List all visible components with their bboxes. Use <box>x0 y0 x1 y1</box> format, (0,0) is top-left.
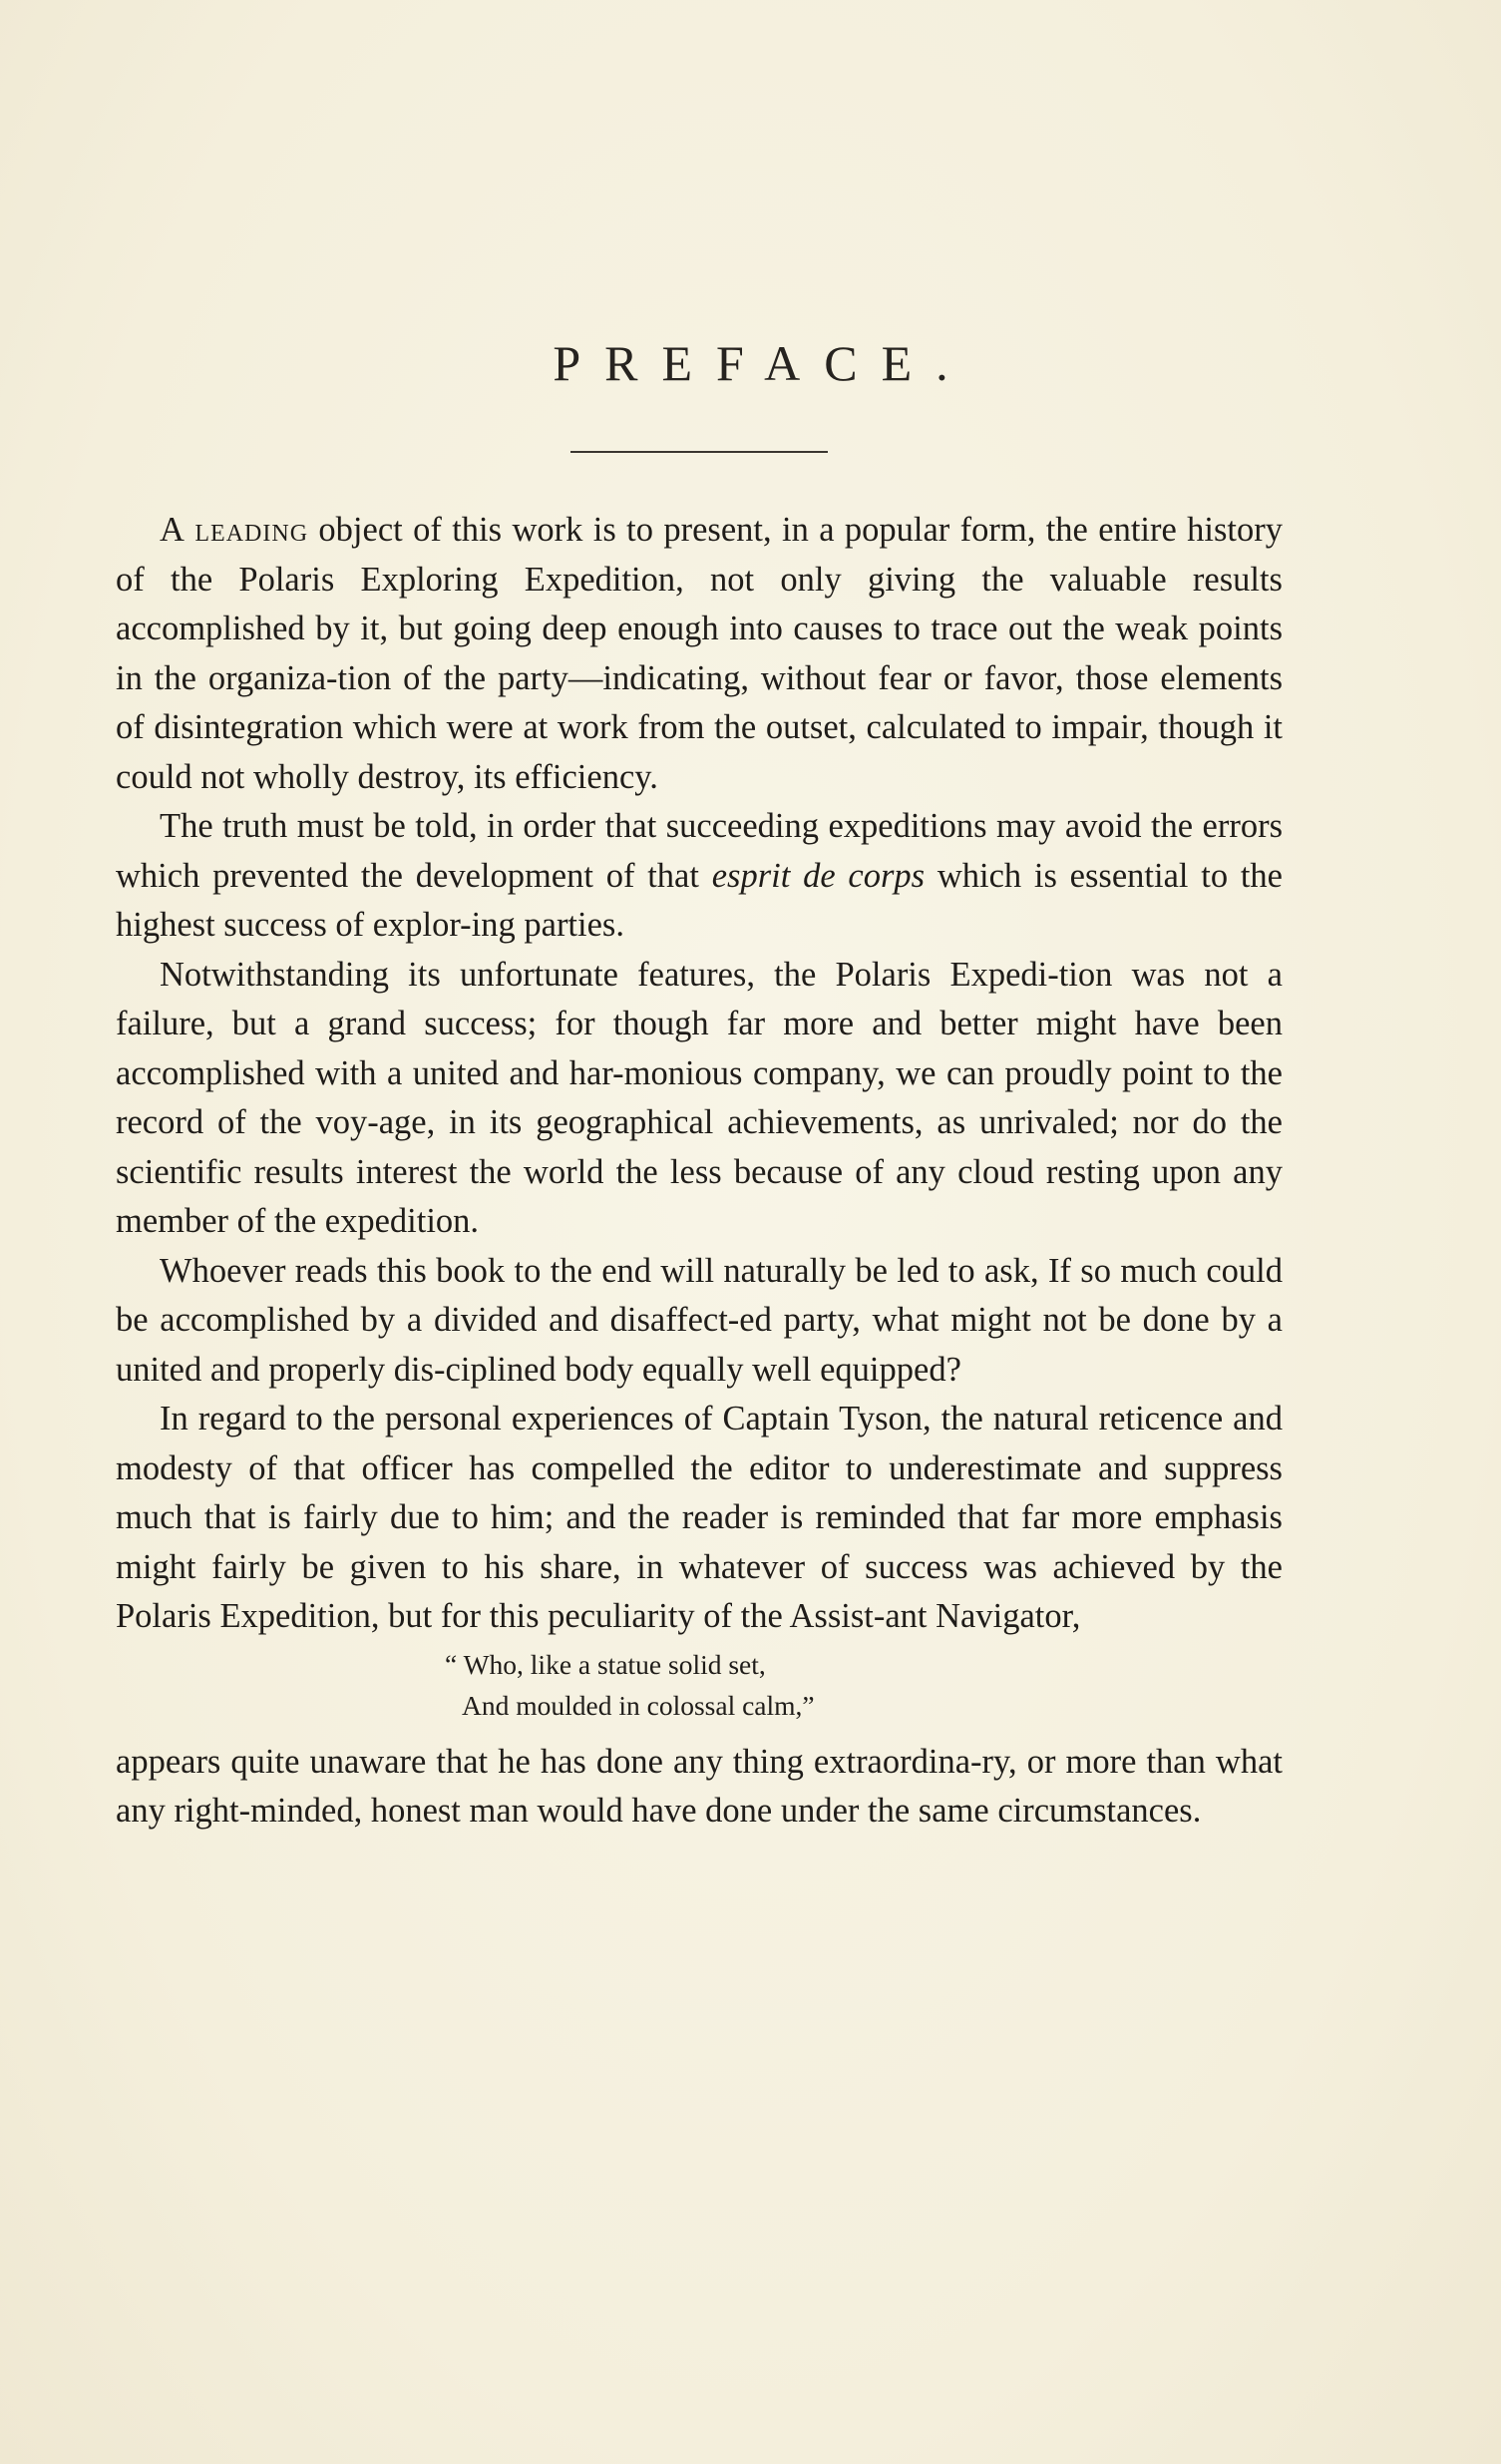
paragraph-1-text: object of this work is to present, in a popular form, the entire history of the Polaris Exploring Expedition, not only giving the valuable results accomplished by it, but going deep enough into causes to trace out the weak points in the organiza-tion of the party—indicating, without fear or favor, those elements of disintegration which were at work from the outset, calculated to impair, though it could not wholly destroy, its efficiency. <box>116 511 1284 796</box>
verse-quote-line-1: “ Who, like a statue solid set, <box>445 1648 766 1680</box>
verse-quote-line-2: And moulded in colossal calm,” <box>462 1689 815 1721</box>
paragraph-2-italic-phrase: esprit de corps <box>711 856 926 895</box>
paragraph-5: In regard to the personal experiences of Captain Tyson, the natural reticence and modesty of that officer has compelled the editor to underestimate and suppress much that is fairly due to him; and the reader is reminded that far more emphasis might fairly be given to his share, in whatever of success was achieved by the Polaris Expedition, but for this peculiarity of the Assist-ant Navigator, <box>116 1400 1283 1635</box>
paragraph-6: appears quite unaware that he has done any thing extraordina-ry, or more than what any right-minded, honest man would have done under the same circumstances. <box>116 1742 1283 1830</box>
preface-body <box>116 506 1283 1837</box>
paragraph-4: Whoever reads this book to the end will naturally be led to ask, If so much could be accomplished by a divided and disaffect-ed party, what might not be done by a united and properly dis-ciplined body equally well equipped? <box>116 1251 1283 1389</box>
paragraph-1 <box>116 506 1283 802</box>
paragraph-3: Notwithstanding its unfortunate features, the Polaris Expedi-tion was not a failure, but a grand success; for though far more and better might have been accomplished with a united and har-monious company, we can proudly point to the record of the voy-age, in its geographical achievements, as unrivaled; nor do the scientific results interest the world the less because of any cloud resting upon any member of the expedition. <box>116 955 1283 1240</box>
page-title: PREFACE. <box>553 335 972 391</box>
paragraph-2-text-b: which is essential to the highest success of explor-ing parties. <box>116 856 1283 944</box>
title-rule-divider <box>570 451 828 453</box>
verse-quote <box>116 1644 1283 1726</box>
leading-words: A leading <box>160 511 309 549</box>
paragraph-2 <box>116 802 1283 951</box>
paragraph-2-text-a: The truth must be told, in order that succeeding expeditions may avoid the errors which prevented the development of that <box>116 807 1283 895</box>
